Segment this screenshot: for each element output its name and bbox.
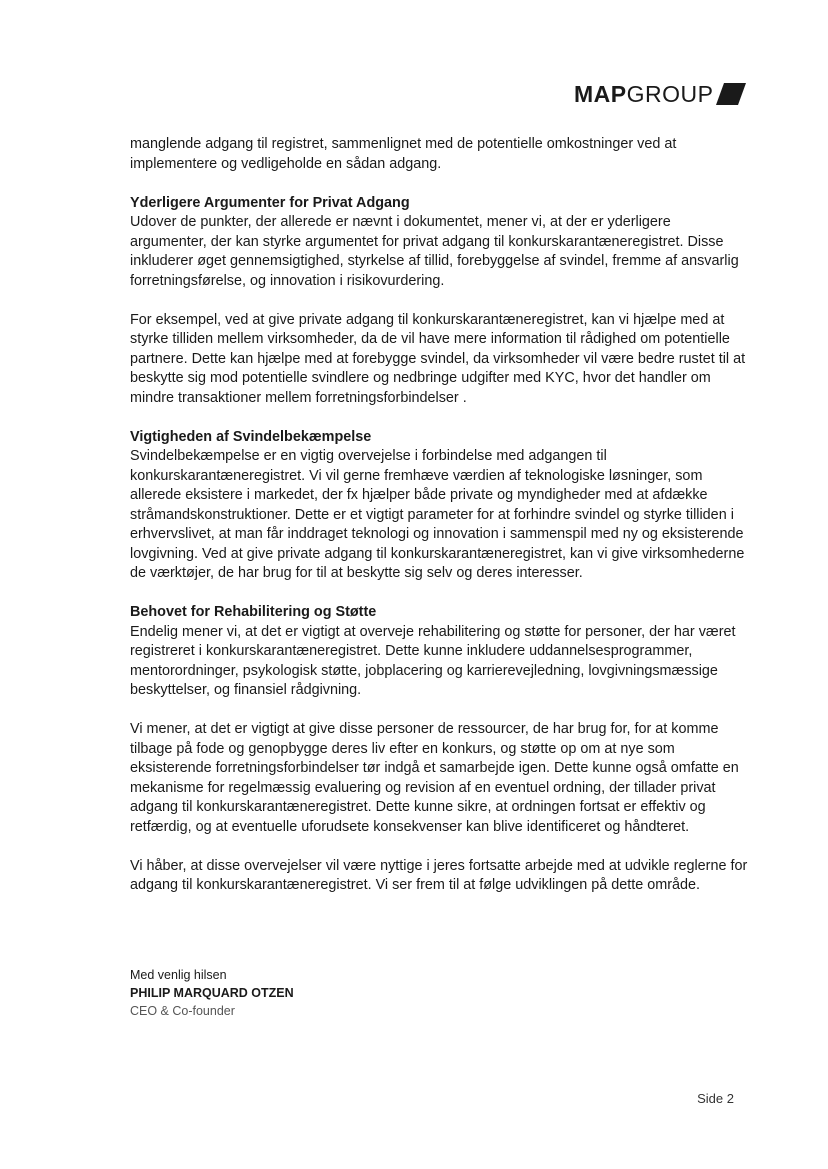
company-logo <box>574 80 749 108</box>
section-heading-fraud: Vigtigheden af Svindelbekæmpelse <box>130 428 372 445</box>
signer-name: PHILIP MARQUARD OTZEN <box>130 986 294 1000</box>
letter-body <box>130 135 750 915</box>
signer-title: CEO & Co-founder <box>130 1004 235 1018</box>
page-number: Side 2 <box>697 1091 734 1106</box>
resources-paragraph: Vi mener, at det er vigtigt at give disse personer de ressourcer, de har brug for, for at komme tilbage på fode og genopbygge deres liv efter en konkurs, og støtte op om at nye som eksisterende forretningsforbindelser tør indgå et samarbejde igen. Dette kunne også omfatte en mekanisme for regelmæssig evaluering og revision af en eventuel ordning, der tillader privat adgang til konkurskarantæneregistret. Dette kunne sikre, at ordningen fortsat er effektiv og retfærdig, og at eventuelle uforudsete konsekvenser kan blive identificeret og håndteret. <box>130 721 739 835</box>
section-body-rehabilitation: Endelig mener vi, at det er vigtigt at overveje rehabilitering og støtte for personer, der har været registreret i konkurskarantæneregistret. Dette kunne inkludere uddannelsesprogrammer, mentorordninger, psykologisk støtte, jobplacering og karrierevejledning, lovgivningsmæssige beskyttelser, og finansiel rådgivning. <box>130 623 736 698</box>
example-paragraph: For eksempel, ved at give private adgang til konkurskarantæneregistret, kan vi hjælpe med at styrke tilliden mellem virksomheder, da de vil have mere information til rådighed om potentielle partnere. Dette kan hjælpe med at forebygge svindel, da virksomheder vil være bedre rustet til at beskytte sig mod potentielle svindlere og nedbringe udgifter med KYC, hvor det handler om mindre transaktioner mellem forretningsforbindelser . <box>130 311 746 406</box>
closing-paragraph: Vi håber, at disse overvejelser vil være nyttige i jeres fortsatte arbejde med at udvikle reglerne for adgang til konkurskarantæneregistret. Vi ser frem til at følge udviklingen på dette område. <box>130 857 748 893</box>
intro-paragraph: manglende adgang til registret, sammenlignet med de potentielle omkostninger ved at implementere og vedligeholde en sådan adgang. <box>130 136 677 172</box>
greeting: Med venlig hilsen <box>130 968 227 982</box>
section-heading-private-access: Yderligere Argumenter for Privat Adgang <box>130 194 410 211</box>
section-body-private-access: Udover de punkter, der allerede er nævnt i dokumentet, mener vi, at der er yderligere argumenter, der kan styrke argumentet for privat adgang til konkurskarantæneregistret. Disse inkluderer øget gennemsigtighed, styrkelse af tillid, forebyggelse af svindel, fremme af ansvarlig forretningsførelse, og innovation i risikovurdering. <box>130 214 739 289</box>
section-heading-rehabilitation: Behovet for Rehabilitering og Støtte <box>130 604 377 620</box>
logo-mark-icon <box>716 83 746 105</box>
logo-text-bold: MAP <box>574 80 627 107</box>
logo-text-regular: GROUP <box>626 80 714 107</box>
signature-block <box>130 966 530 1020</box>
section-body-fraud: Svindelbekæmpelse er en vigtig overvejelse i forbindelse med adgangen til konkurskarantæneregistret. Vi vil gerne fremhæve værdien af teknologiske løsninger, som allerede eksistere i markedet, der fx hjælper både private og myndigheder med at afdække stråmandskonstruktioner. Dette er et vigtigt parameter for at forhindre svindel og styrke tilliden i erhvervslivet, at man får inddraget teknologi og innovation i sammenspil med ny og eksisterende lovgivning. Ved at give private adgang til konkurskarantæneregistret, kan vi give virksomhederne de værktøjer, de har brug for til at beskytte sig selv og deres interesser. <box>130 448 745 581</box>
